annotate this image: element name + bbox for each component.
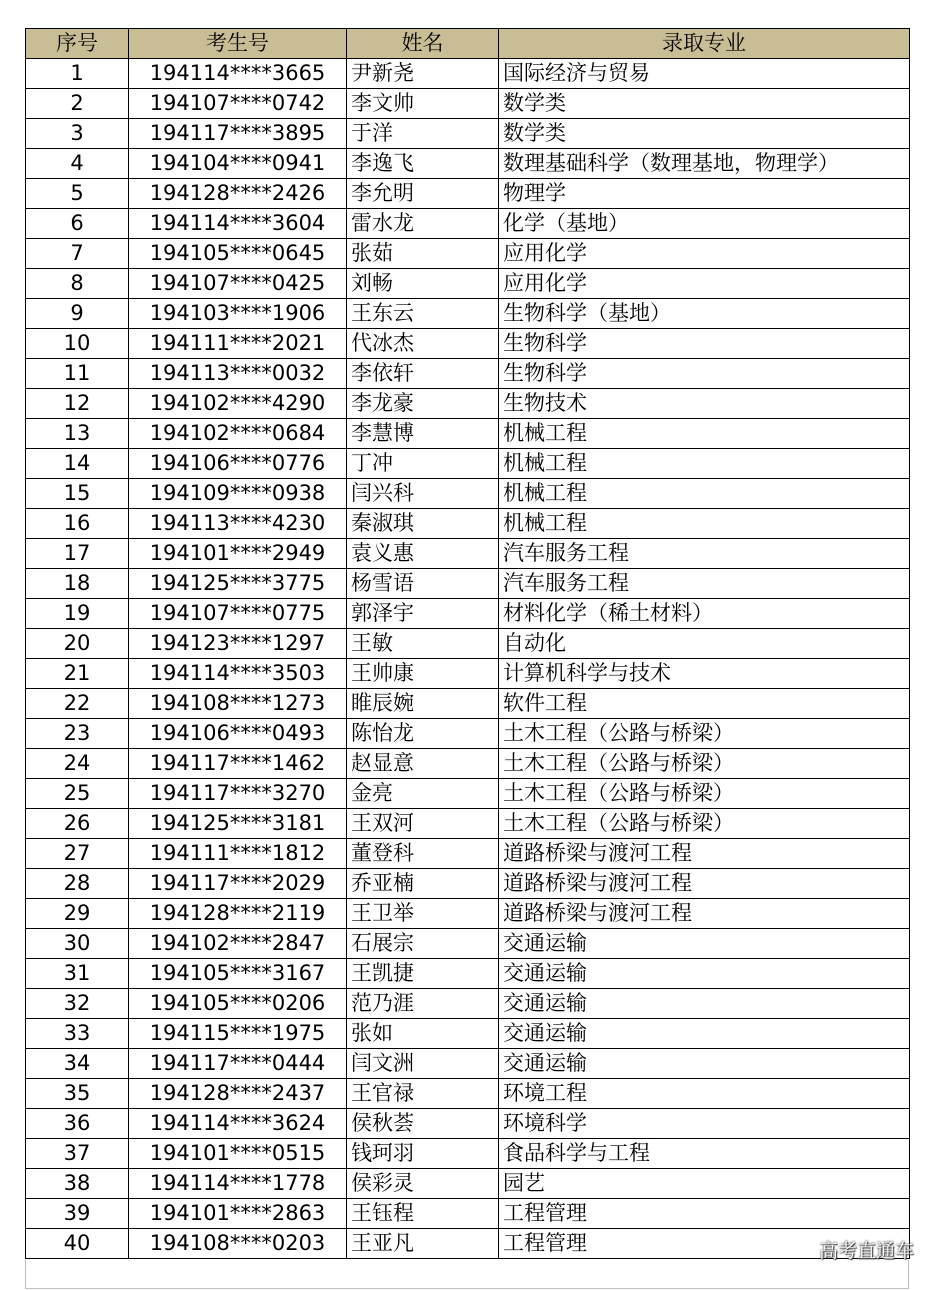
cell-name: 王凯捷 xyxy=(347,959,499,989)
cell-major: 材料化学（稀土材料） xyxy=(499,599,910,629)
cell-index: 12 xyxy=(26,389,129,419)
cell-major: 数理基础科学（数理基地，物理学） xyxy=(499,149,910,179)
table-row xyxy=(26,1049,910,1079)
table-row xyxy=(26,929,910,959)
cell-exam-number: 194114****3624 xyxy=(129,1109,347,1139)
cell-name: 石展宗 xyxy=(347,929,499,959)
cell-index: 10 xyxy=(26,329,129,359)
cell-exam-number: 194117****1462 xyxy=(129,749,347,779)
table-row xyxy=(26,749,910,779)
cell-name: 王钰程 xyxy=(347,1199,499,1229)
cell-index: 28 xyxy=(26,869,129,899)
admission-table xyxy=(25,28,910,1259)
cell-major: 土木工程（公路与桥梁） xyxy=(499,719,910,749)
cell-major: 机械工程 xyxy=(499,479,910,509)
cell-major: 交通运输 xyxy=(499,1049,910,1079)
cell-exam-number: 194123****1297 xyxy=(129,629,347,659)
cell-major: 工程管理 xyxy=(499,1229,910,1259)
cell-name: 李依轩 xyxy=(347,359,499,389)
cell-exam-number: 194113****4230 xyxy=(129,509,347,539)
cell-major: 环境科学 xyxy=(499,1109,910,1139)
table-row xyxy=(26,839,910,869)
cell-index: 23 xyxy=(26,719,129,749)
cell-index: 40 xyxy=(26,1229,129,1259)
cell-exam-number: 194113****0032 xyxy=(129,359,347,389)
cell-index: 17 xyxy=(26,539,129,569)
table-row xyxy=(26,869,910,899)
table-row xyxy=(26,1229,910,1259)
cell-major: 土木工程（公路与桥梁） xyxy=(499,749,910,779)
cell-major: 道路桥梁与渡河工程 xyxy=(499,839,910,869)
cell-major: 交通运输 xyxy=(499,929,910,959)
cell-exam-number: 194101****2863 xyxy=(129,1199,347,1229)
table-row xyxy=(26,1019,910,1049)
cell-name: 张如 xyxy=(347,1019,499,1049)
cell-major: 生物科学 xyxy=(499,359,910,389)
cell-major: 生物科学（基地） xyxy=(499,299,910,329)
cell-major: 交通运输 xyxy=(499,959,910,989)
cell-name: 张茹 xyxy=(347,239,499,269)
cell-index: 37 xyxy=(26,1139,129,1169)
cell-name: 刘畅 xyxy=(347,269,499,299)
header-exam-number: 考生号 xyxy=(129,29,347,59)
cell-exam-number: 194107****0742 xyxy=(129,89,347,119)
cell-exam-number: 194102****0684 xyxy=(129,419,347,449)
cell-name: 侯秋荟 xyxy=(347,1109,499,1139)
cell-name: 雷水龙 xyxy=(347,209,499,239)
cell-major: 机械工程 xyxy=(499,419,910,449)
cell-index: 34 xyxy=(26,1049,129,1079)
cell-major: 生物技术 xyxy=(499,389,910,419)
table-row xyxy=(26,179,910,209)
table-row xyxy=(26,989,910,1019)
cell-major: 机械工程 xyxy=(499,449,910,479)
cell-name: 董登科 xyxy=(347,839,499,869)
cell-index: 6 xyxy=(26,209,129,239)
cell-index: 16 xyxy=(26,509,129,539)
cell-name: 杨雪语 xyxy=(347,569,499,599)
cell-index: 20 xyxy=(26,629,129,659)
cell-index: 19 xyxy=(26,599,129,629)
cell-name: 王帅康 xyxy=(347,659,499,689)
cell-major: 应用化学 xyxy=(499,269,910,299)
cell-name: 闫兴科 xyxy=(347,479,499,509)
cell-index: 29 xyxy=(26,899,129,929)
table-row xyxy=(26,629,910,659)
header-row xyxy=(26,29,910,59)
cell-major: 机械工程 xyxy=(499,509,910,539)
table-row xyxy=(26,689,910,719)
cell-name: 王双河 xyxy=(347,809,499,839)
cell-major: 国际经济与贸易 xyxy=(499,59,910,89)
table-row xyxy=(26,899,910,929)
cell-index: 4 xyxy=(26,149,129,179)
cell-index: 30 xyxy=(26,929,129,959)
table-row xyxy=(26,1079,910,1109)
cell-index: 38 xyxy=(26,1169,129,1199)
table-row xyxy=(26,779,910,809)
cell-index: 39 xyxy=(26,1199,129,1229)
cell-major: 数学类 xyxy=(499,119,910,149)
cell-major: 交通运输 xyxy=(499,1019,910,1049)
cell-index: 13 xyxy=(26,419,129,449)
cell-exam-number: 194111****2021 xyxy=(129,329,347,359)
table-row xyxy=(26,959,910,989)
cell-exam-number: 194107****0425 xyxy=(129,269,347,299)
cell-exam-number: 194105****0206 xyxy=(129,989,347,1019)
cell-major: 园艺 xyxy=(499,1169,910,1199)
cell-exam-number: 194128****2426 xyxy=(129,179,347,209)
cell-name: 代冰杰 xyxy=(347,329,499,359)
cell-index: 36 xyxy=(26,1109,129,1139)
cell-index: 31 xyxy=(26,959,129,989)
table-row xyxy=(26,239,910,269)
cell-index: 3 xyxy=(26,119,129,149)
header-name: 姓名 xyxy=(347,29,499,59)
cell-exam-number: 194108****0203 xyxy=(129,1229,347,1259)
cell-major: 工程管理 xyxy=(499,1199,910,1229)
cell-name: 闫文洲 xyxy=(347,1049,499,1079)
cell-exam-number: 194117****2029 xyxy=(129,869,347,899)
cell-major: 应用化学 xyxy=(499,239,910,269)
cell-name: 乔亚楠 xyxy=(347,869,499,899)
header-major: 录取专业 xyxy=(499,29,910,59)
cell-name: 王东云 xyxy=(347,299,499,329)
cell-index: 25 xyxy=(26,779,129,809)
cell-name: 袁义惠 xyxy=(347,539,499,569)
table-row xyxy=(26,509,910,539)
cell-exam-number: 194111****1812 xyxy=(129,839,347,869)
cell-exam-number: 194105****0645 xyxy=(129,239,347,269)
cell-major: 土木工程（公路与桥梁） xyxy=(499,809,910,839)
cell-major: 道路桥梁与渡河工程 xyxy=(499,869,910,899)
cell-exam-number: 194101****0515 xyxy=(129,1139,347,1169)
table-row xyxy=(26,59,910,89)
cell-name: 范乃涯 xyxy=(347,989,499,1019)
cell-name: 睢辰婉 xyxy=(347,689,499,719)
cell-exam-number: 194125****3181 xyxy=(129,809,347,839)
cell-major: 物理学 xyxy=(499,179,910,209)
cell-name: 李慧博 xyxy=(347,419,499,449)
cell-index: 1 xyxy=(26,59,129,89)
cell-index: 9 xyxy=(26,299,129,329)
cell-major: 汽车服务工程 xyxy=(499,569,910,599)
cell-name: 于洋 xyxy=(347,119,499,149)
cell-name: 金亮 xyxy=(347,779,499,809)
cell-exam-number: 194102****4290 xyxy=(129,389,347,419)
cell-index: 15 xyxy=(26,479,129,509)
table-row xyxy=(26,119,910,149)
table-row xyxy=(26,1139,910,1169)
table-row xyxy=(26,449,910,479)
cell-exam-number: 194114****1778 xyxy=(129,1169,347,1199)
table-row xyxy=(26,719,910,749)
cell-name: 李允明 xyxy=(347,179,499,209)
cell-major: 交通运输 xyxy=(499,989,910,1019)
cell-exam-number: 194114****3503 xyxy=(129,659,347,689)
cell-exam-number: 194104****0941 xyxy=(129,149,347,179)
cell-name: 李文帅 xyxy=(347,89,499,119)
cell-name: 尹新尧 xyxy=(347,59,499,89)
cell-major: 土木工程（公路与桥梁） xyxy=(499,779,910,809)
table-row xyxy=(26,329,910,359)
cell-index: 7 xyxy=(26,239,129,269)
table-row xyxy=(26,389,910,419)
cell-major: 软件工程 xyxy=(499,689,910,719)
cell-index: 8 xyxy=(26,269,129,299)
cell-major: 汽车服务工程 xyxy=(499,539,910,569)
table-row xyxy=(26,209,910,239)
cell-name: 侯彩灵 xyxy=(347,1169,499,1199)
cell-exam-number: 194105****3167 xyxy=(129,959,347,989)
cell-index: 33 xyxy=(26,1019,129,1049)
cell-name: 钱珂羽 xyxy=(347,1139,499,1169)
table-row xyxy=(26,479,910,509)
cell-exam-number: 194106****0776 xyxy=(129,449,347,479)
table-row xyxy=(26,569,910,599)
cell-major: 计算机科学与技术 xyxy=(499,659,910,689)
table-row xyxy=(26,1169,910,1199)
cell-index: 5 xyxy=(26,179,129,209)
cell-exam-number: 194117****0444 xyxy=(129,1049,347,1079)
table-row xyxy=(26,1199,910,1229)
empty-footer-row xyxy=(25,1260,909,1289)
cell-index: 21 xyxy=(26,659,129,689)
cell-exam-number: 194114****3604 xyxy=(129,209,347,239)
header-index: 序号 xyxy=(26,29,129,59)
cell-exam-number: 194117****3270 xyxy=(129,779,347,809)
cell-index: 22 xyxy=(26,689,129,719)
cell-index: 32 xyxy=(26,989,129,1019)
cell-exam-number: 194107****0775 xyxy=(129,599,347,629)
table-row xyxy=(26,299,910,329)
table-row xyxy=(26,89,910,119)
cell-index: 35 xyxy=(26,1079,129,1109)
cell-index: 14 xyxy=(26,449,129,479)
table-row xyxy=(26,599,910,629)
cell-exam-number: 194114****3665 xyxy=(129,59,347,89)
cell-exam-number: 194106****0493 xyxy=(129,719,347,749)
cell-major: 生物科学 xyxy=(499,329,910,359)
cell-major: 道路桥梁与渡河工程 xyxy=(499,899,910,929)
cell-name: 王官禄 xyxy=(347,1079,499,1109)
table-row xyxy=(26,1109,910,1139)
cell-name: 李逸飞 xyxy=(347,149,499,179)
cell-exam-number: 194128****2119 xyxy=(129,899,347,929)
cell-name: 王卫举 xyxy=(347,899,499,929)
cell-index: 18 xyxy=(26,569,129,599)
cell-exam-number: 194115****1975 xyxy=(129,1019,347,1049)
cell-exam-number: 194125****3775 xyxy=(129,569,347,599)
cell-major: 自动化 xyxy=(499,629,910,659)
cell-name: 郭泽宇 xyxy=(347,599,499,629)
cell-exam-number: 194103****1906 xyxy=(129,299,347,329)
cell-exam-number: 194108****1273 xyxy=(129,689,347,719)
cell-index: 24 xyxy=(26,749,129,779)
table-row xyxy=(26,269,910,299)
cell-name: 丁冲 xyxy=(347,449,499,479)
cell-exam-number: 194128****2437 xyxy=(129,1079,347,1109)
table-body xyxy=(26,59,910,1259)
cell-index: 2 xyxy=(26,89,129,119)
cell-major: 环境工程 xyxy=(499,1079,910,1109)
cell-name: 李龙豪 xyxy=(347,389,499,419)
cell-name: 王亚凡 xyxy=(347,1229,499,1259)
cell-exam-number: 194117****3895 xyxy=(129,119,347,149)
cell-index: 26 xyxy=(26,809,129,839)
table-row xyxy=(26,809,910,839)
table-row xyxy=(26,419,910,449)
watermark: 高考直通车 xyxy=(818,1240,914,1262)
cell-index: 11 xyxy=(26,359,129,389)
cell-name: 陈怡龙 xyxy=(347,719,499,749)
cell-index: 27 xyxy=(26,839,129,869)
cell-name: 秦淑琪 xyxy=(347,509,499,539)
cell-exam-number: 194109****0938 xyxy=(129,479,347,509)
cell-major: 化学（基地） xyxy=(499,209,910,239)
cell-exam-number: 194101****2949 xyxy=(129,539,347,569)
cell-exam-number: 194102****2847 xyxy=(129,929,347,959)
cell-name: 王敏 xyxy=(347,629,499,659)
cell-major: 数学类 xyxy=(499,89,910,119)
cell-name: 赵显意 xyxy=(347,749,499,779)
cell-major: 食品科学与工程 xyxy=(499,1139,910,1169)
table-row xyxy=(26,539,910,569)
table-row xyxy=(26,359,910,389)
admission-table-container xyxy=(25,28,909,1259)
table-row xyxy=(26,659,910,689)
table-row xyxy=(26,149,910,179)
